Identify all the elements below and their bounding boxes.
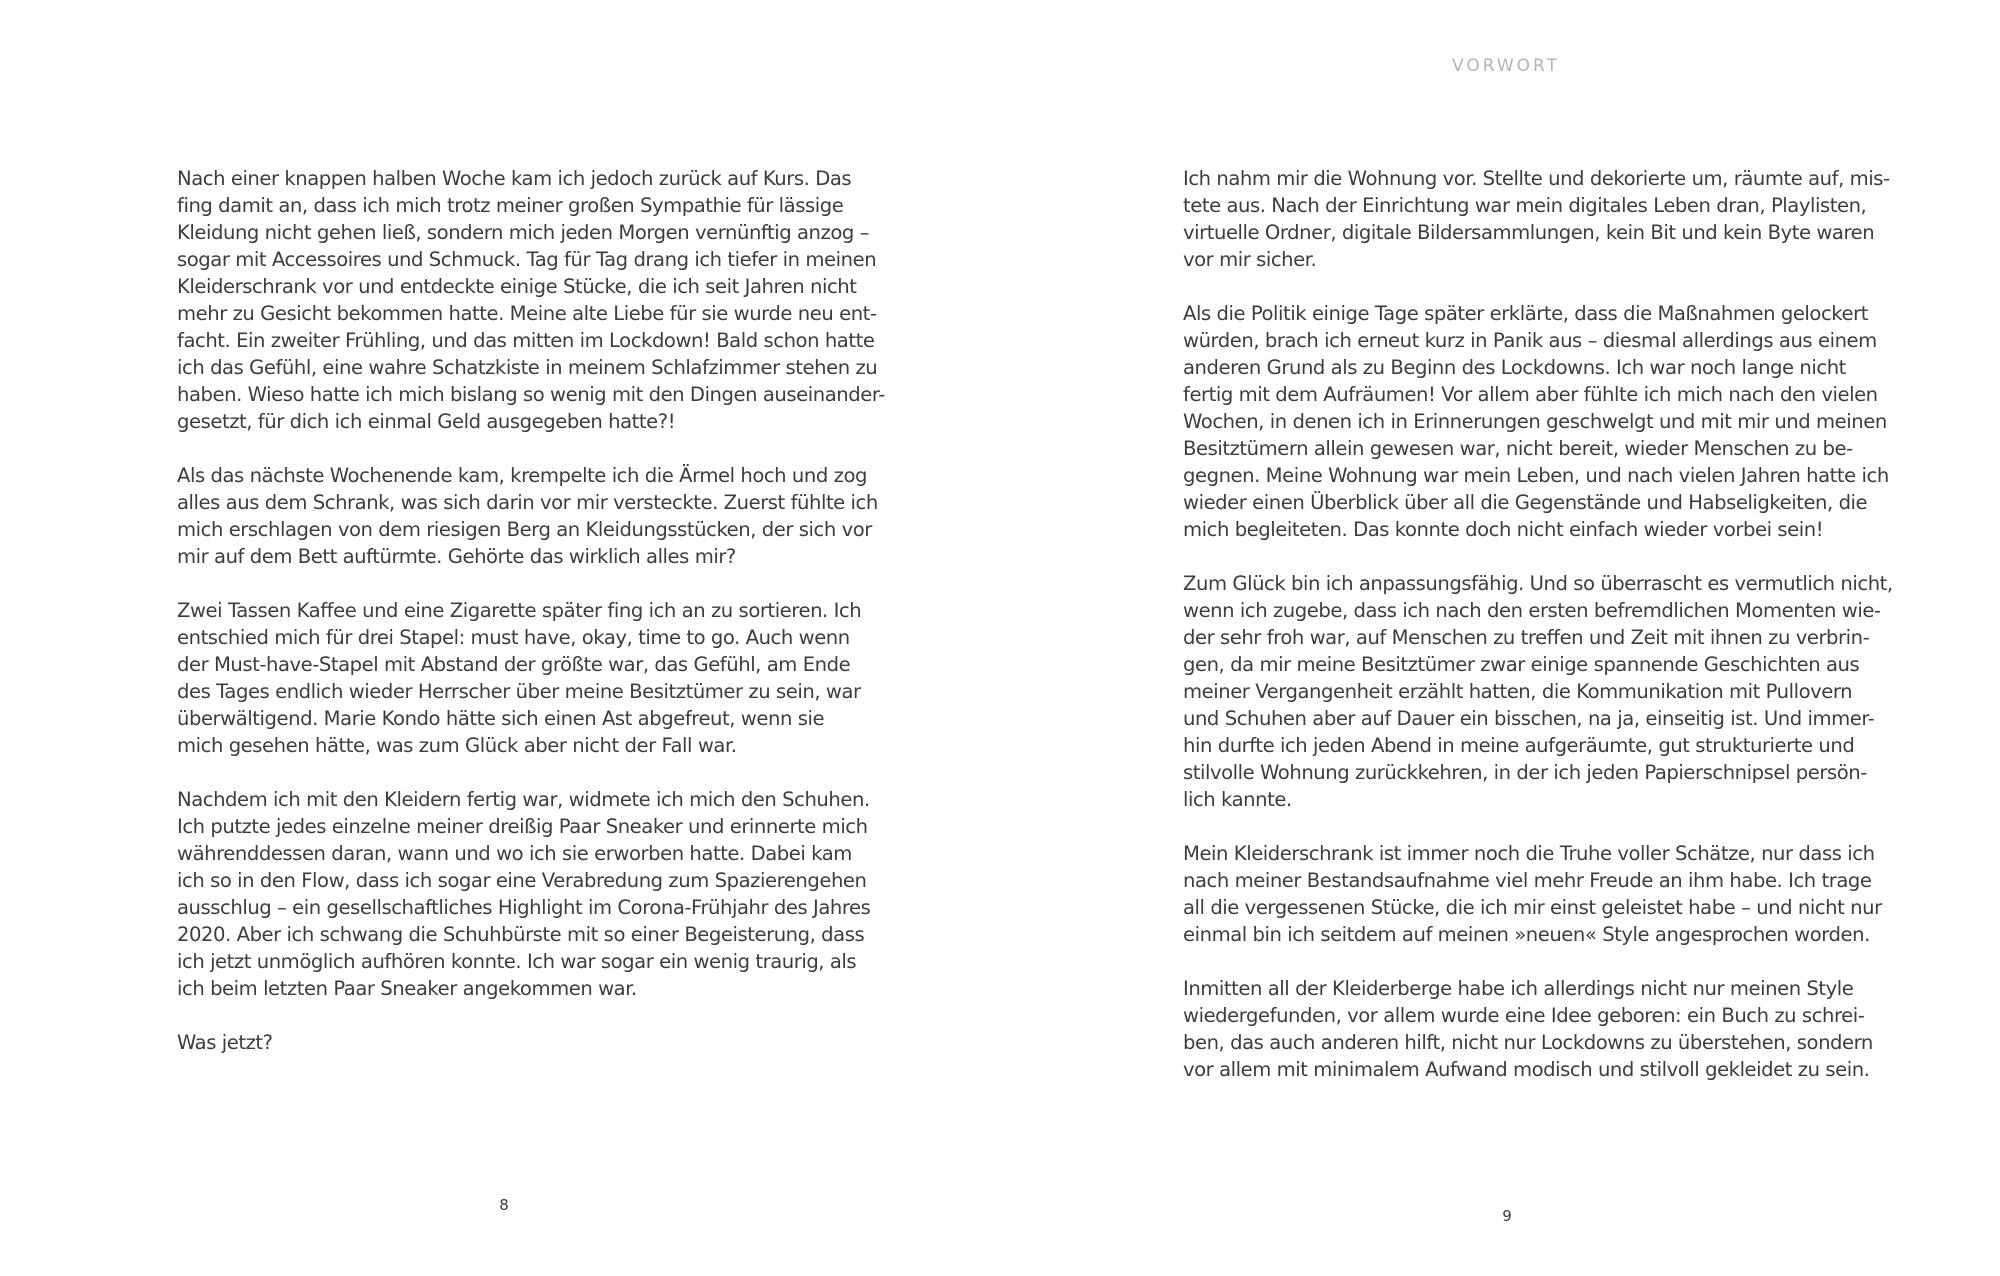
text-line: lich kannte.: [1183, 788, 1292, 811]
text-line: der sehr froh war, auf Menschen zu treffen und Zeit mit ihnen zu verbrin-: [1183, 626, 1870, 649]
right-paragraph-1: [1183, 165, 1890, 273]
text-line: hin durfte ich jeden Abend in meine aufgeräumte, gut strukturierte und: [1183, 734, 1855, 757]
text-line: Wochen, in denen ich in Erinnerungen geschwelgt und mit mir und meinen: [1183, 410, 1887, 433]
text-line: wiedergefunden, vor allem wurde eine Idee geboren: ein Buch zu schrei-: [1183, 1004, 1865, 1027]
right-paragraph-3: [1183, 570, 1893, 813]
running-head: VORWORT: [1452, 56, 1560, 76]
text-line: der Must-have-Stapel mit Abstand der größte war, das Gefühl, am Ende: [177, 653, 851, 676]
text-line: Ich nahm mir die Wohnung vor. Stellte und dekorierte um, räumte auf, mis-: [1183, 167, 1890, 190]
text-line: all die vergessenen Stücke, die ich mir einst geleistet habe – und nicht nur: [1183, 896, 1882, 919]
text-line: fing damit an, dass ich mich trotz meiner großen Sympathie für lässige: [177, 194, 844, 217]
left-paragraph-2: [177, 462, 878, 570]
right-page-text: [1183, 165, 1893, 1110]
text-line: 2020. Aber ich schwang die Schuhbürste mit so einer Begeisterung, dass: [177, 923, 865, 946]
text-line: vor mir sicher.: [1183, 248, 1317, 271]
text-line: anderen Grund als zu Beginn des Lockdowns. Ich war noch lange nicht: [1183, 356, 1846, 379]
text-line: Zwei Tassen Kaffee und eine Zigarette später fing ich an zu sortieren. Ich: [177, 599, 862, 622]
text-line: vor allem mit minimalem Aufwand modisch und stilvoll gekleidet zu sein.: [1183, 1058, 1870, 1081]
text-line: mehr zu Gesicht bekommen hatte. Meine alte Liebe für sie wurde neu ent-: [177, 302, 877, 325]
text-line: tete aus. Nach der Einrichtung war mein digitales Leben dran, Playlisten,: [1183, 194, 1867, 217]
text-line: wieder einen Überblick über all die Gegenstände und Habseligkeiten, die: [1183, 491, 1868, 514]
text-line: stilvolle Wohnung zurückkehren, in der ich jeden Papierschnipsel persön-: [1183, 761, 1867, 784]
text-line: währenddessen daran, wann und wo ich sie erworben hatte. Dabei kam: [177, 842, 852, 865]
text-line: Als das nächste Wochenende kam, krempelte ich die Ärmel hoch und zog: [177, 464, 867, 487]
left-paragraph-5: [177, 1029, 839, 1056]
text-line: Zum Glück bin ich anpassungsfähig. Und so überrascht es vermutlich nicht,: [1183, 572, 1893, 595]
text-line: einmal bin ich seitdem auf meinen »neuen« Style angesprochen worden.: [1183, 923, 1870, 946]
text-line: Als die Politik einige Tage später erklärte, dass die Maßnahmen gelockert: [1183, 302, 1868, 325]
left-paragraph-3: [177, 597, 862, 759]
text-line: gesetzt, für dich ich einmal Geld ausgegeben hatte?!: [177, 410, 676, 433]
text-line: Nach einer knappen halben Woche kam ich jedoch zurück auf Kurs. Das: [177, 167, 852, 190]
text-line: facht. Ein zweiter Frühling, und das mitten im Lockdown! Bald schon hatte: [177, 329, 875, 352]
text-line: sogar mit Accessoires und Schmuck. Tag für Tag drang ich tiefer in meinen: [177, 248, 877, 271]
left-paragraph-1: [177, 165, 885, 435]
text-line: ich so in den Flow, dass ich sogar eine Verabredung zum Spazierengehen: [177, 869, 867, 892]
text-line: mich gesehen hätte, was zum Glück aber nicht der Fall war.: [177, 734, 737, 757]
text-line: ich beim letzten Paar Sneaker angekommen war.: [177, 977, 637, 1000]
text-line: meiner Vergangenheit erzählt hatten, die Kommunikation mit Pullovern: [1183, 680, 1853, 703]
text-line: nach meiner Bestandsaufnahme viel mehr Freude an ihm habe. Ich trage: [1183, 869, 1872, 892]
text-line: Ich putzte jedes einzelne meiner dreißig Paar Sneaker und erinnerte mich: [177, 815, 868, 838]
text-line: überwältigend. Marie Kondo hätte sich einen Ast abgefreut, wenn sie: [177, 707, 825, 730]
page-number-left: 8: [499, 1196, 509, 1214]
left-paragraph-4: [177, 786, 871, 1002]
text-line: Kleidung nicht gehen ließ, sondern mich jeden Morgen vernünftig anzog –: [177, 221, 870, 244]
right-paragraph-2: [1183, 300, 1889, 543]
text-line: entschied mich für drei Stapel: must have, okay, time to go. Auch wenn: [177, 626, 850, 649]
text-line: Kleiderschrank vor und entdeckte einige Stücke, die ich seit Jahren nicht: [177, 275, 857, 298]
text-line: wenn ich zugebe, dass ich nach den ersten befremdlichen Momenten wie-: [1183, 599, 1881, 622]
text-line: würden, brach ich erneut kurz in Panik aus – diesmal allerdings aus einem: [1183, 329, 1877, 352]
text-line: Nachdem ich mit den Kleidern fertig war, widmete ich mich den Schuhen.: [177, 788, 870, 811]
right-paragraph-5: [1183, 975, 1873, 1083]
text-line: alles aus dem Schrank, was sich darin vor mir versteckte. Zuerst fühlte ich: [177, 491, 878, 514]
text-line: gegnen. Meine Wohnung war mein Leben, und nach vielen Jahren hatte ich: [1183, 464, 1889, 487]
text-line: Was jetzt?: [177, 1031, 273, 1054]
left-page-text: [177, 165, 885, 1083]
text-line: fertig mit dem Aufräumen! Vor allem aber fühlte ich mich nach den vielen: [1183, 383, 1878, 406]
text-line: haben. Wieso hatte ich mich bislang so wenig mit den Dingen auseinander-: [177, 383, 885, 406]
text-line: ich das Gefühl, eine wahre Schatzkiste in meinem Schlafzimmer stehen zu: [177, 356, 878, 379]
text-line: mir auf dem Bett auftürmte. Gehörte das wirklich alles mir?: [177, 545, 736, 568]
page-number-right: 9: [1502, 1207, 1512, 1225]
text-line: mich erschlagen von dem riesigen Berg an Kleidungsstücken, der sich vor: [177, 518, 872, 541]
text-line: des Tages endlich wieder Herrscher über meine Besitztümer zu sein, war: [177, 680, 861, 703]
text-line: gen, da mir meine Besitztümer zwar einige spannende Geschichten aus: [1183, 653, 1860, 676]
text-line: Besitztümern allein gewesen war, nicht bereit, wieder Menschen zu be-: [1183, 437, 1853, 460]
text-line: Inmitten all der Kleiderberge habe ich allerdings nicht nur meinen Style: [1183, 977, 1854, 1000]
text-line: virtuelle Ordner, digitale Bildersammlungen, kein Bit und kein Byte waren: [1183, 221, 1875, 244]
text-line: ben, das auch anderen hilft, nicht nur Lockdowns zu überstehen, sondern: [1183, 1031, 1873, 1054]
text-line: und Schuhen aber auf Dauer ein bisschen, na ja, einseitig ist. Und immer-: [1183, 707, 1875, 730]
right-paragraph-4: [1183, 840, 1882, 948]
text-line: Mein Kleiderschrank ist immer noch die Truhe voller Schätze, nur dass ich: [1183, 842, 1875, 865]
text-line: ausschlug – ein gesellschaftliches Highlight im Corona-Frühjahr des Jahres: [177, 896, 871, 919]
text-line: ich jetzt unmöglich aufhören konnte. Ich war sogar ein wenig traurig, als: [177, 950, 857, 973]
text-line: mich begleiteten. Das konnte doch nicht einfach wieder vorbei sein!: [1183, 518, 1824, 541]
